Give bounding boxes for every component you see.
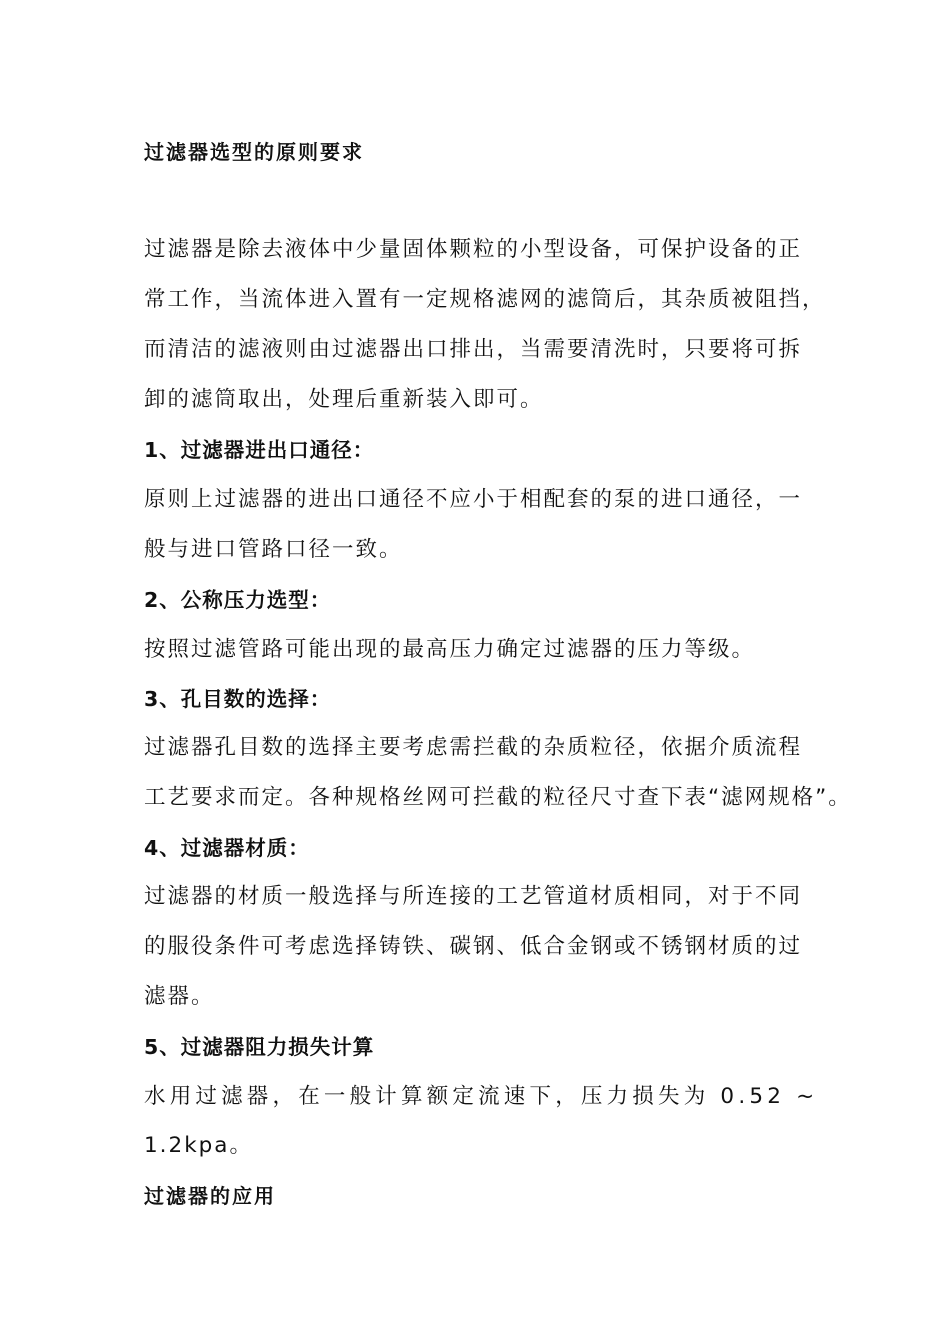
intro-line: 卸的滤筒取出，处理后重新装入即可。 [144,387,544,412]
section-heading: 5、过滤器阻力损失计算 [144,1035,375,1059]
section-line: 过滤器的材质一般选择与所连接的工艺管道材质相同，对于不同 [144,884,803,909]
intro-line: 过滤器是除去液体中少量固体颗粒的小型设备，可保护设备的正 [144,237,803,262]
section-line: 滤器。 [144,984,215,1009]
section-line: 过滤器孔目数的选择主要考虑需拦截的杂质粒径，依据介质流程 [144,735,803,760]
footer-heading: 过滤器的应用 [144,1184,276,1208]
section-heading: 1、过滤器进出口通径： [144,438,375,462]
section-line: 的服役条件可考虑选择铸铁、碳钢、低合金钢或不锈钢材质的过 [144,934,803,959]
section-heading: 2、公称压力选型： [144,588,332,612]
section-line: 按照过滤管路可能出现的最高压力确定过滤器的压力等级。 [144,637,756,662]
section-heading: 3、孔目数的选择： [144,687,332,711]
section-line: 原则上过滤器的进出口通径不应小于相配套的泵的进口通径，一 [144,487,803,512]
section-line: 工艺要求而定。各种规格丝网可拦截的粒径尺寸查下表“滤网规格”。 [144,785,852,810]
section-line: 1.2kpa。 [144,1133,253,1158]
intro-line: 而清洁的滤液则由过滤器出口排出，当需要清洗时，只要将可拆 [144,337,803,362]
section-heading: 4、过滤器材质： [144,836,310,860]
document-title: 过滤器选型的原则要求 [144,140,364,164]
section-line: 水用过滤器，在一般计算额定流速下，压力损失为 0.52 ~ [144,1084,819,1109]
intro-line: 常工作，当流体进入置有一定规格滤网的滤筒后，其杂质被阻挡， [144,287,826,312]
section-line: 般与进口管路口径一致。 [144,537,403,562]
